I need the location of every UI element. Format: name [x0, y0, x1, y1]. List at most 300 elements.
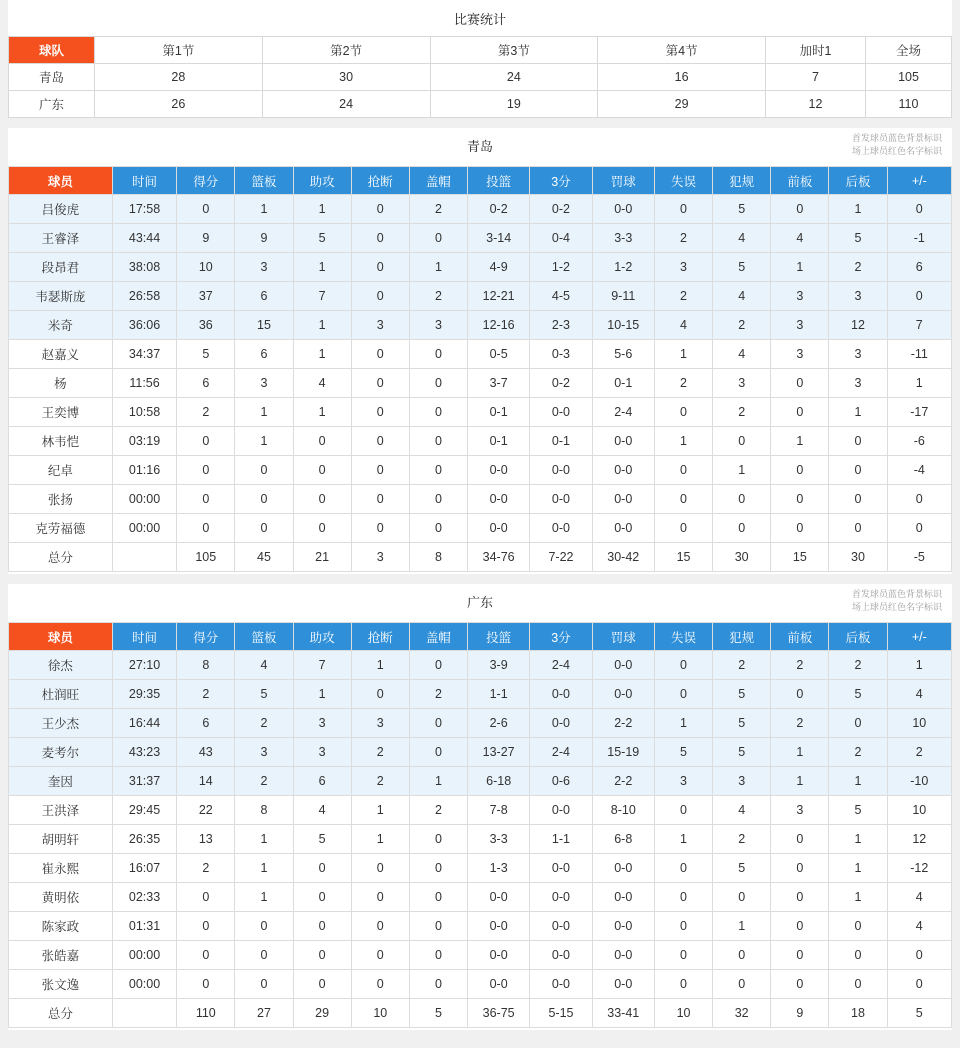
stat-cell: 0	[771, 456, 829, 485]
player-row[interactable]	[9, 282, 952, 311]
stat-cell: 3	[409, 311, 467, 340]
legend-line-oncourt: 场上球员红色名字标识	[851, 602, 942, 612]
player-name[interactable]: 纪卓	[9, 456, 113, 485]
stat-cell: 1	[713, 912, 771, 941]
stat-cell: 0	[351, 369, 409, 398]
stat-cell: 0-0	[592, 651, 654, 680]
stat-cell: 0	[177, 514, 235, 543]
box-col-header[interactable]: 得分	[177, 167, 235, 195]
stat-cell: 2	[235, 767, 293, 796]
stat-cell: 2-2	[592, 709, 654, 738]
stat-cell: 0	[654, 883, 712, 912]
stat-cell: 0	[409, 825, 467, 854]
stat-cell: 3	[654, 767, 712, 796]
stat-cell: 5	[713, 738, 771, 767]
stat-cell: 6	[177, 369, 235, 398]
box-score-table	[8, 622, 952, 1028]
stat-cell: 0	[351, 970, 409, 999]
player-row[interactable]	[9, 427, 952, 456]
stat-cell: 2	[713, 651, 771, 680]
stat-cell: 2	[654, 282, 712, 311]
stat-cell: 0-0	[592, 912, 654, 941]
player-row[interactable]	[9, 912, 952, 941]
stat-cell: 0	[409, 398, 467, 427]
player-row[interactable]	[9, 709, 952, 738]
stat-cell: 2	[177, 398, 235, 427]
stat-cell: 0	[829, 912, 887, 941]
stat-cell: 0	[771, 825, 829, 854]
player-row[interactable]	[9, 767, 952, 796]
player-name[interactable]: 王少杰	[9, 709, 113, 738]
stat-cell: 0	[293, 456, 351, 485]
stat-cell: 0	[293, 427, 351, 456]
stat-cell: 02:33	[112, 883, 176, 912]
stat-cell: 0	[654, 796, 712, 825]
stat-cell: 4	[713, 340, 771, 369]
summary-table	[8, 36, 952, 118]
stat-cell: 0	[771, 680, 829, 709]
stat-cell: 0	[887, 195, 951, 224]
stat-cell: 0-1	[468, 427, 530, 456]
total-stat-cell: 8	[409, 543, 467, 572]
stat-cell: 0-0	[530, 883, 592, 912]
stat-cell: 2	[177, 854, 235, 883]
total-stat-cell: 15	[771, 543, 829, 572]
summary-cell: 7	[766, 64, 866, 91]
stat-cell: 0	[293, 883, 351, 912]
player-row[interactable]	[9, 398, 952, 427]
stat-cell: 0-0	[530, 398, 592, 427]
player-name[interactable]: 胡明轩	[9, 825, 113, 854]
stat-cell: 2-4	[530, 738, 592, 767]
stat-cell: 0	[829, 427, 887, 456]
stat-cell: 2	[351, 738, 409, 767]
stat-cell: 13	[177, 825, 235, 854]
stat-cell: 1	[293, 680, 351, 709]
stat-cell: 0-3	[530, 340, 592, 369]
player-name[interactable]: 奎因	[9, 767, 113, 796]
team-total-row	[9, 543, 952, 572]
stat-cell: 4	[887, 912, 951, 941]
stat-cell: 5	[654, 738, 712, 767]
stat-cell: 0	[713, 941, 771, 970]
stat-cell: 7	[293, 651, 351, 680]
player-name[interactable]: 徐杰	[9, 651, 113, 680]
box-score-table	[8, 166, 952, 572]
stat-cell: 2	[654, 369, 712, 398]
stat-cell: 00:00	[112, 514, 176, 543]
team-box-scores	[8, 128, 952, 1030]
stat-cell: 4	[713, 224, 771, 253]
stat-cell: 0	[351, 912, 409, 941]
player-row[interactable]	[9, 514, 952, 543]
stat-cell: 1-2	[592, 253, 654, 282]
stat-cell: 0	[409, 854, 467, 883]
box-col-header[interactable]: 投篮	[468, 167, 530, 195]
box-col-header[interactable]: 时间	[112, 167, 176, 195]
player-name[interactable]: 林韦恺	[9, 427, 113, 456]
stat-cell: 0	[293, 854, 351, 883]
stat-cell: 4	[771, 224, 829, 253]
stat-cell: 29:35	[112, 680, 176, 709]
stat-cell: 4	[887, 883, 951, 912]
stat-cell: 0	[654, 680, 712, 709]
stat-cell: 1	[654, 340, 712, 369]
stat-cell: 0	[409, 912, 467, 941]
stat-cell: 0	[293, 514, 351, 543]
stat-cell: 10:58	[112, 398, 176, 427]
stat-cell: 2	[771, 651, 829, 680]
stat-cell: 0	[713, 485, 771, 514]
stat-cell: 2	[713, 398, 771, 427]
stat-cell: 5	[713, 253, 771, 282]
stat-cell: 0	[351, 485, 409, 514]
stat-cell: 3	[829, 282, 887, 311]
stat-cell: 7	[293, 282, 351, 311]
stat-cell: 0-6	[530, 767, 592, 796]
summary-col-q2: 第2节	[262, 37, 430, 64]
summary-cell: 24	[262, 91, 430, 118]
stat-cell: 00:00	[112, 941, 176, 970]
player-name[interactable]: 黄明依	[9, 883, 113, 912]
player-name[interactable]: 韦瑟斯庞	[9, 282, 113, 311]
stat-cell: 0	[771, 398, 829, 427]
stat-cell: 16:07	[112, 854, 176, 883]
stat-cell: 0	[351, 514, 409, 543]
total-stat-cell: 18	[829, 999, 887, 1028]
box-col-header[interactable]: 后板	[829, 167, 887, 195]
stat-cell: 0	[351, 680, 409, 709]
stat-cell: 3	[235, 738, 293, 767]
stat-cell: 0	[771, 912, 829, 941]
stat-cell: 37	[177, 282, 235, 311]
player-name[interactable]: 陈家政	[9, 912, 113, 941]
total-stat-cell: 30	[829, 543, 887, 572]
stat-cell: 0	[351, 340, 409, 369]
legend	[852, 588, 942, 614]
stat-cell: 0	[235, 941, 293, 970]
box-col-header[interactable]: 盖帽	[409, 167, 467, 195]
box-col-header[interactable]: 失误	[654, 167, 712, 195]
stat-cell: 0	[713, 514, 771, 543]
box-col-header[interactable]: 抢断	[351, 623, 409, 651]
player-row[interactable]	[9, 485, 952, 514]
stat-cell: 0	[409, 369, 467, 398]
stat-cell: 3	[351, 709, 409, 738]
stat-cell: 26:35	[112, 825, 176, 854]
stat-cell: 5	[713, 680, 771, 709]
box-col-header[interactable]: 球员	[9, 167, 113, 195]
player-name[interactable]: 张扬	[9, 485, 113, 514]
box-col-header[interactable]: 盖帽	[409, 623, 467, 651]
player-name[interactable]: 王洪泽	[9, 796, 113, 825]
summary-row	[9, 64, 952, 91]
stat-cell: 2	[409, 282, 467, 311]
player-row[interactable]	[9, 941, 952, 970]
player-row[interactable]	[9, 680, 952, 709]
stat-cell: 0	[409, 970, 467, 999]
stat-cell: 10	[887, 709, 951, 738]
stat-cell: 5	[177, 340, 235, 369]
stat-cell: 0	[829, 941, 887, 970]
stat-cell: 0	[351, 854, 409, 883]
box-col-header[interactable]: 篮板	[235, 167, 293, 195]
total-stat-cell: 10	[654, 999, 712, 1028]
stat-cell: 7-8	[468, 796, 530, 825]
stat-cell: 4	[713, 796, 771, 825]
total-label: 总分	[9, 543, 113, 572]
box-col-header[interactable]: +/-	[887, 623, 951, 651]
player-name[interactable]: 杜润旺	[9, 680, 113, 709]
stat-cell: 13-27	[468, 738, 530, 767]
stat-cell: 0	[887, 485, 951, 514]
box-col-header[interactable]: 罚球	[592, 167, 654, 195]
player-name[interactable]: 崔永熙	[9, 854, 113, 883]
summary-cell: 19	[430, 91, 598, 118]
stat-cell: 38:08	[112, 253, 176, 282]
player-name[interactable]: 段昂君	[9, 253, 113, 282]
box-col-header[interactable]: 犯规	[713, 167, 771, 195]
total-stat-cell: 29	[293, 999, 351, 1028]
box-col-header[interactable]: 前板	[771, 623, 829, 651]
stat-cell: 3	[771, 311, 829, 340]
player-row[interactable]	[9, 796, 952, 825]
stat-cell: 1	[351, 651, 409, 680]
stat-cell: 0	[177, 456, 235, 485]
stat-cell: 0	[177, 485, 235, 514]
box-col-header[interactable]: 得分	[177, 623, 235, 651]
stat-cell: 0	[829, 709, 887, 738]
stat-cell: 3	[829, 369, 887, 398]
player-name[interactable]: 赵嘉义	[9, 340, 113, 369]
summary-cell: 110	[866, 91, 952, 118]
stat-cell: 0	[713, 427, 771, 456]
stat-cell: 0	[409, 709, 467, 738]
stat-cell: -6	[887, 427, 951, 456]
team-total-row	[9, 999, 952, 1028]
stat-cell: 1-1	[530, 825, 592, 854]
stat-cell: 0	[409, 514, 467, 543]
stat-cell: 34:37	[112, 340, 176, 369]
player-row[interactable]	[9, 224, 952, 253]
summary-cell: 105	[866, 64, 952, 91]
stat-cell: 0	[771, 485, 829, 514]
total-stat-cell: 33-41	[592, 999, 654, 1028]
stat-cell: 2	[829, 738, 887, 767]
stat-cell: 6	[177, 709, 235, 738]
player-name[interactable]: 麦考尔	[9, 738, 113, 767]
total-stat-cell: 9	[771, 999, 829, 1028]
stat-cell: 2	[887, 738, 951, 767]
stat-cell: 6	[293, 767, 351, 796]
stat-cell: 0	[771, 941, 829, 970]
stat-cell: 1	[235, 195, 293, 224]
stat-cell: 3	[771, 340, 829, 369]
stat-cell: 00:00	[112, 485, 176, 514]
stat-cell: 0	[235, 456, 293, 485]
stat-cell: 0	[351, 224, 409, 253]
stat-cell: 03:19	[112, 427, 176, 456]
stat-cell: 7	[887, 311, 951, 340]
stat-cell: 0	[654, 398, 712, 427]
total-stat-cell: -5	[887, 543, 951, 572]
player-row[interactable]	[9, 253, 952, 282]
box-col-header[interactable]: 失误	[654, 623, 712, 651]
player-row[interactable]	[9, 651, 952, 680]
stat-cell: 3	[829, 340, 887, 369]
player-row[interactable]	[9, 311, 952, 340]
stat-cell: 0	[771, 970, 829, 999]
stat-cell: 0-0	[468, 941, 530, 970]
box-col-header[interactable]: 时间	[112, 623, 176, 651]
player-name[interactable]: 杨	[9, 369, 113, 398]
stat-cell: 0	[351, 282, 409, 311]
stat-cell: 0	[654, 854, 712, 883]
stat-cell: 0	[177, 941, 235, 970]
legend	[852, 132, 942, 158]
stat-cell: 3-7	[468, 369, 530, 398]
box-col-header[interactable]: +/-	[887, 167, 951, 195]
player-row[interactable]	[9, 369, 952, 398]
stat-cell: 1	[235, 398, 293, 427]
player-row[interactable]	[9, 883, 952, 912]
box-col-header[interactable]: 3分	[530, 623, 592, 651]
box-header-row	[9, 623, 952, 651]
player-name[interactable]: 张皓嘉	[9, 941, 113, 970]
team-name-title: 广东	[466, 595, 493, 610]
summary-col-team: 球队	[9, 37, 95, 64]
stat-cell: 0-5	[468, 340, 530, 369]
stat-cell: 5	[293, 825, 351, 854]
stat-cell: 6	[235, 340, 293, 369]
stat-cell: -1	[887, 224, 951, 253]
stat-cell: 0	[409, 883, 467, 912]
stat-cell: 0	[771, 369, 829, 398]
stat-cell: 0	[829, 485, 887, 514]
player-row[interactable]	[9, 456, 952, 485]
total-stat-cell: 45	[235, 543, 293, 572]
stat-cell: 1	[829, 854, 887, 883]
stat-cell: 6-18	[468, 767, 530, 796]
stat-cell: 0	[409, 941, 467, 970]
player-row[interactable]	[9, 195, 952, 224]
stat-cell: 00:00	[112, 970, 176, 999]
box-col-header[interactable]: 助攻	[293, 623, 351, 651]
stat-cell: 31:37	[112, 767, 176, 796]
player-name[interactable]: 吕俊虎	[9, 195, 113, 224]
stat-cell: 1	[654, 709, 712, 738]
stat-cell: 0	[293, 970, 351, 999]
stat-cell: 15-19	[592, 738, 654, 767]
stat-cell: 3-9	[468, 651, 530, 680]
player-row[interactable]	[9, 854, 952, 883]
stat-cell: 0	[235, 970, 293, 999]
stat-cell: 1-1	[468, 680, 530, 709]
stat-cell: 3	[713, 369, 771, 398]
player-row[interactable]	[9, 970, 952, 999]
stat-cell: 0	[654, 195, 712, 224]
box-col-header[interactable]: 投篮	[468, 623, 530, 651]
stat-cell: 1	[351, 825, 409, 854]
box-col-header[interactable]: 篮板	[235, 623, 293, 651]
player-name[interactable]: 张文逸	[9, 970, 113, 999]
total-stat-cell: 36-75	[468, 999, 530, 1028]
stat-cell: 2-3	[530, 311, 592, 340]
player-row[interactable]	[9, 738, 952, 767]
stat-cell: 16:44	[112, 709, 176, 738]
stat-cell: 0	[409, 456, 467, 485]
stat-cell: 1	[293, 340, 351, 369]
stat-cell: 0-0	[530, 912, 592, 941]
box-col-header[interactable]: 前板	[771, 167, 829, 195]
player-row[interactable]	[9, 825, 952, 854]
stat-cell: 0	[713, 883, 771, 912]
stat-cell: 0	[654, 485, 712, 514]
stat-cell: 3-14	[468, 224, 530, 253]
stat-cell: 0	[409, 340, 467, 369]
score-summary-panel	[8, 0, 952, 118]
box-col-header[interactable]: 3分	[530, 167, 592, 195]
box-col-header[interactable]: 后板	[829, 623, 887, 651]
stat-cell: 0	[771, 514, 829, 543]
stat-cell: 2	[235, 709, 293, 738]
box-col-header[interactable]: 抢断	[351, 167, 409, 195]
stat-cell: 0	[409, 427, 467, 456]
stat-cell: -11	[887, 340, 951, 369]
box-col-header[interactable]: 球员	[9, 623, 113, 651]
stat-cell: 1	[771, 253, 829, 282]
summary-cell: 30	[262, 64, 430, 91]
stat-cell: 3	[351, 311, 409, 340]
box-col-header[interactable]: 助攻	[293, 167, 351, 195]
stat-cell: 0	[713, 970, 771, 999]
summary-col-q1: 第1节	[95, 37, 263, 64]
summary-col-total: 全场	[866, 37, 952, 64]
stat-cell: 9	[177, 224, 235, 253]
stat-cell: 17:58	[112, 195, 176, 224]
stat-cell: 4	[654, 311, 712, 340]
stat-cell: 1	[293, 253, 351, 282]
stat-cell: 3	[293, 738, 351, 767]
stat-cell: 0-0	[592, 514, 654, 543]
stat-cell: 1	[829, 195, 887, 224]
player-name[interactable]: 米奇	[9, 311, 113, 340]
total-stat-cell	[112, 543, 176, 572]
stat-cell: 5-6	[592, 340, 654, 369]
player-name[interactable]: 王睿泽	[9, 224, 113, 253]
player-name[interactable]: 王奕博	[9, 398, 113, 427]
stat-cell: 0	[351, 253, 409, 282]
stat-cell: 1	[293, 195, 351, 224]
stat-cell: 3-3	[468, 825, 530, 854]
box-col-header[interactable]: 罚球	[592, 623, 654, 651]
stat-cell: 1	[829, 398, 887, 427]
stat-cell: 0	[771, 195, 829, 224]
stat-cell: 6	[887, 253, 951, 282]
box-col-header[interactable]: 犯规	[713, 623, 771, 651]
stat-cell: 43:23	[112, 738, 176, 767]
stat-cell: 1	[293, 398, 351, 427]
total-stat-cell: 30-42	[592, 543, 654, 572]
stat-cell: 0	[351, 427, 409, 456]
stat-cell: 0	[829, 456, 887, 485]
stat-cell: 5	[235, 680, 293, 709]
player-name[interactable]: 克劳福德	[9, 514, 113, 543]
stat-cell: 0-2	[530, 369, 592, 398]
stat-cell: 0-1	[530, 427, 592, 456]
total-stat-cell: 34-76	[468, 543, 530, 572]
player-row[interactable]	[9, 340, 952, 369]
